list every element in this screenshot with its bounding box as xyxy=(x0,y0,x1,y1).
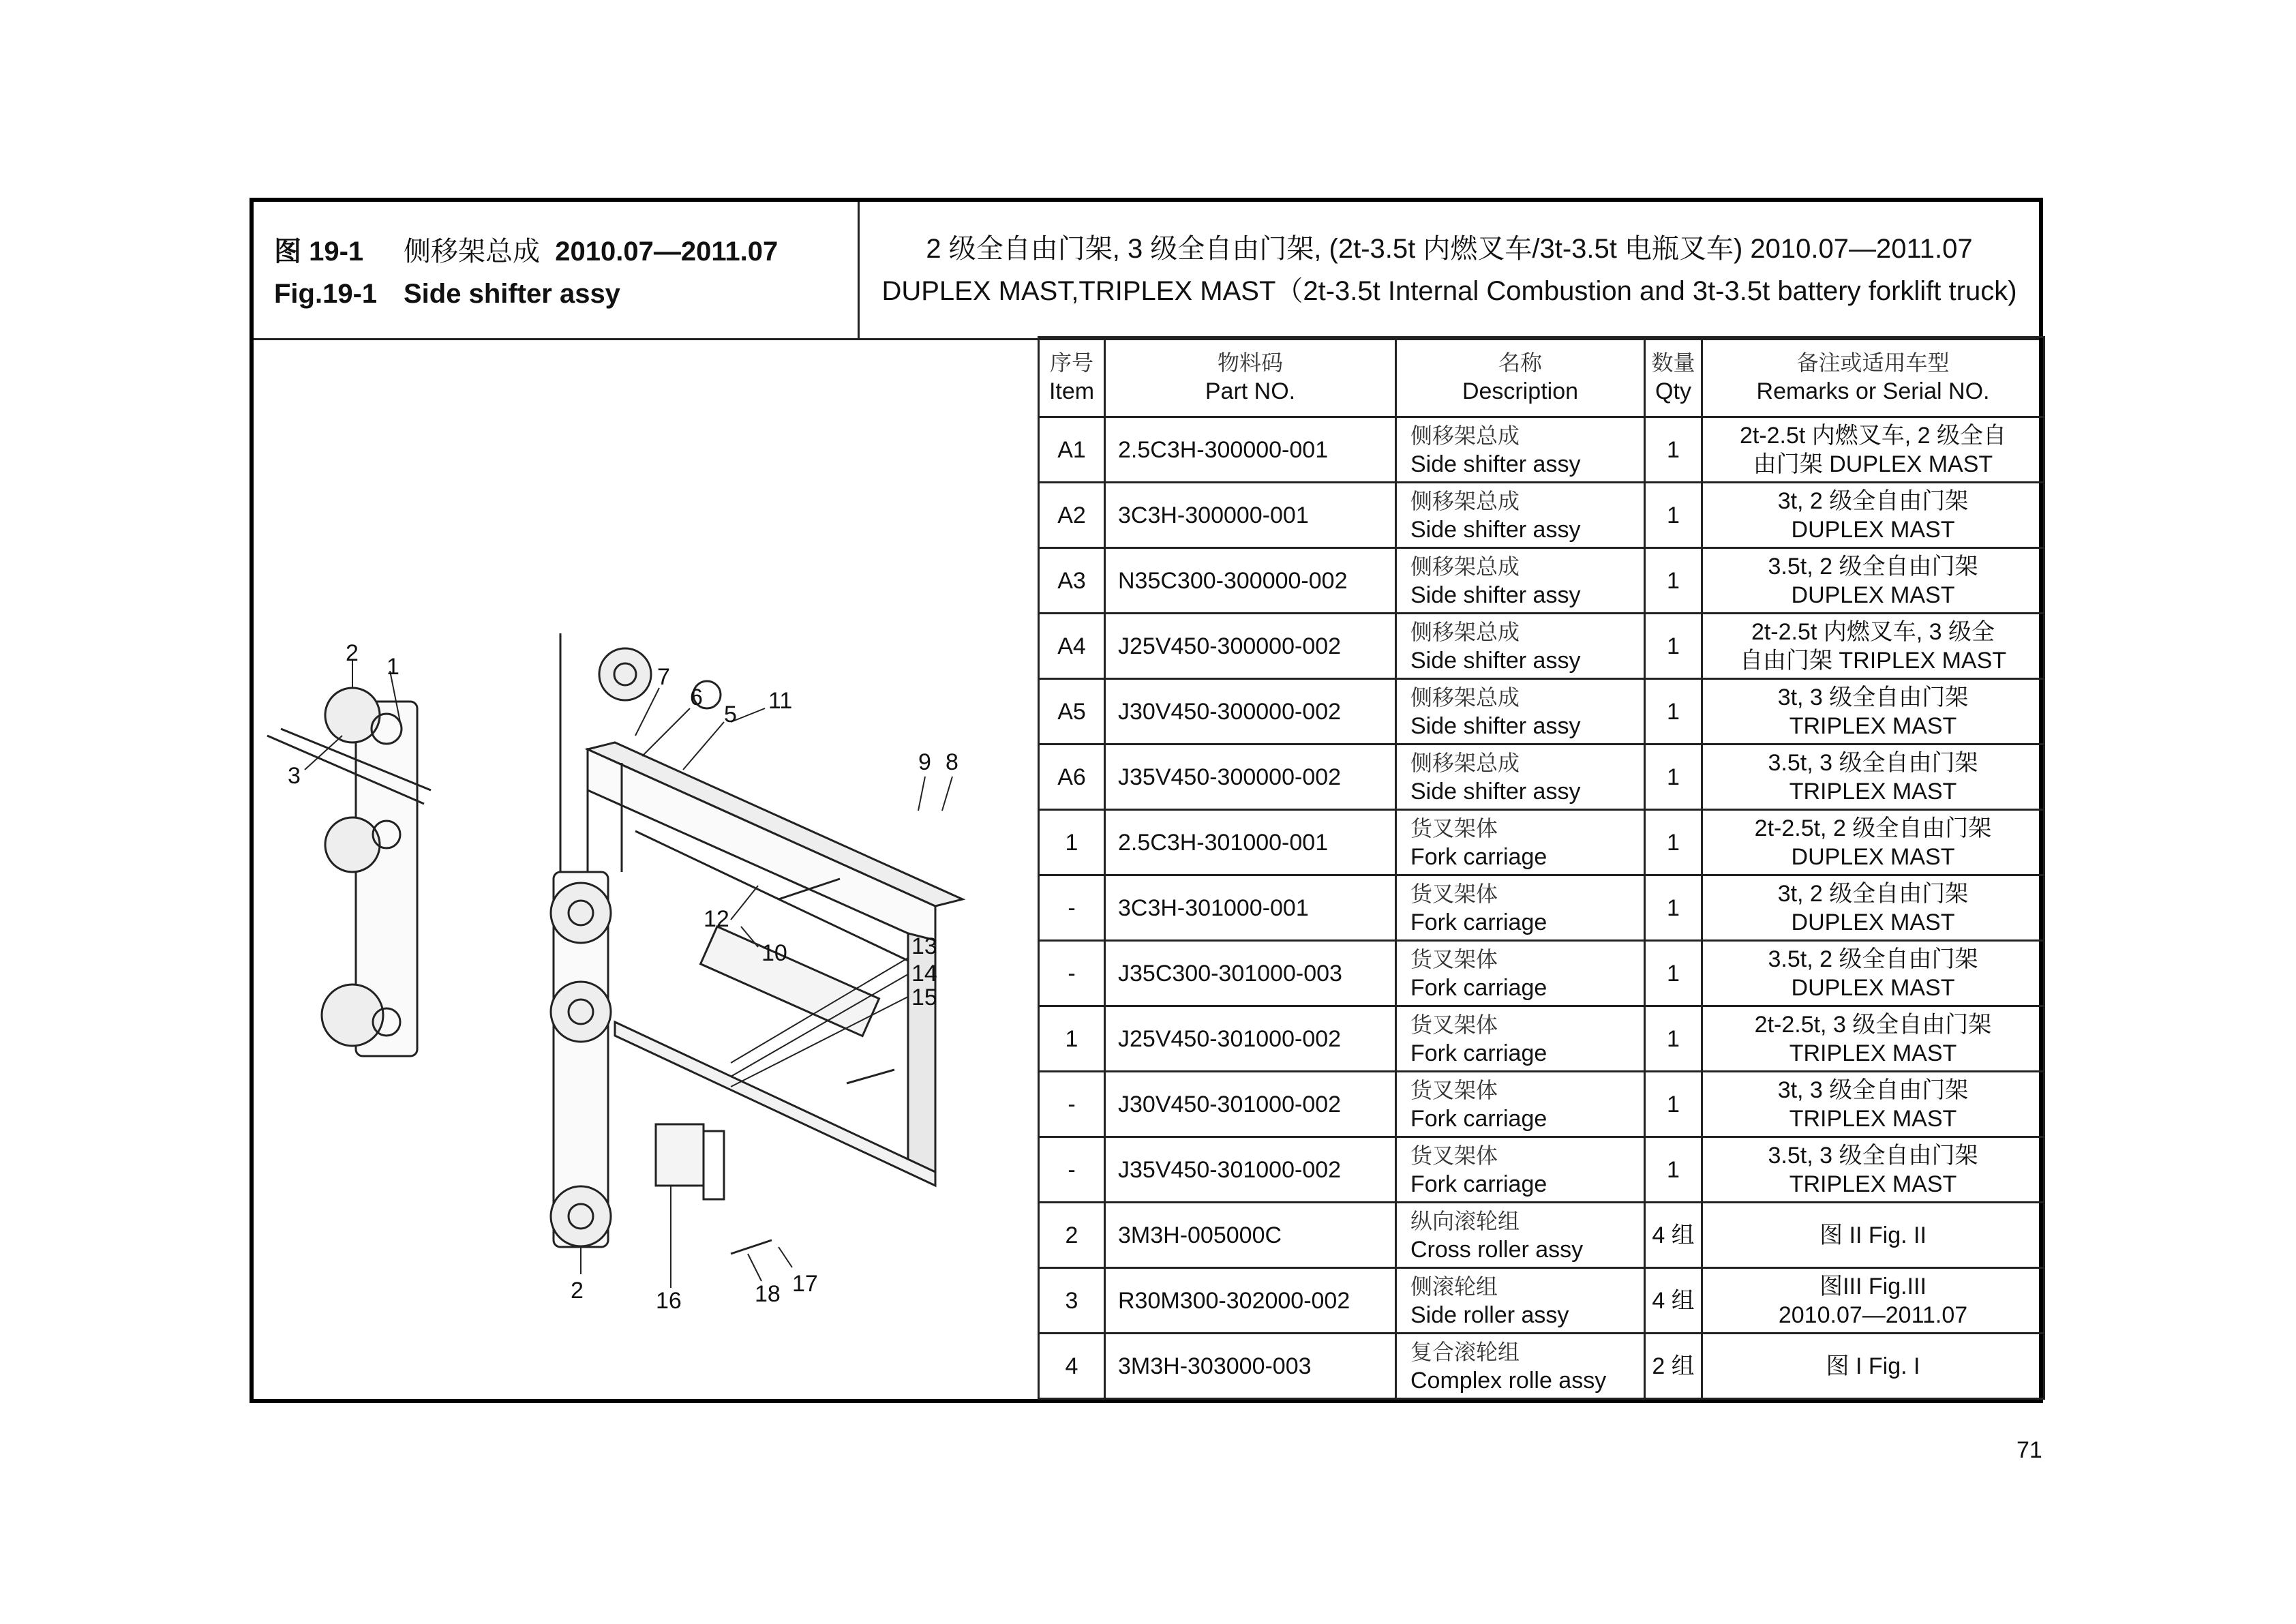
table-row xyxy=(1039,1268,2044,1334)
header-cn: 备注或适用车型 xyxy=(1796,350,1950,376)
header-en: Description xyxy=(1462,378,1579,404)
remarks-line-1: 3.5t, 2 级全自由门架 xyxy=(1768,553,1978,580)
description-en: Side shifter assy xyxy=(1410,582,1581,608)
quantity: 4 组 xyxy=(1652,1222,1695,1248)
cell-qty xyxy=(1645,1334,1702,1399)
cell-qty xyxy=(1645,1072,1702,1137)
cell-part-no xyxy=(1105,483,1396,548)
table-row xyxy=(1039,614,2044,679)
description-en: Fork carriage xyxy=(1410,843,1547,870)
col-header-item xyxy=(1039,337,1105,417)
remarks-line-2: DUPLEX MAST xyxy=(1791,909,1955,935)
part-number: J30V450-301000-002 xyxy=(1118,1091,1342,1117)
cell-description xyxy=(1396,548,1645,614)
cell-item xyxy=(1039,875,1105,941)
cell-item xyxy=(1039,941,1105,1006)
remarks-line-2: DUPLEX MAST xyxy=(1791,516,1955,543)
cell-item xyxy=(1039,483,1105,548)
cell-remarks xyxy=(1702,745,2044,810)
description-cn: 纵向滚轮组 xyxy=(1410,1207,1520,1234)
col-header-part-no xyxy=(1105,337,1396,417)
cell-part-no xyxy=(1105,810,1396,875)
cell-item xyxy=(1039,1203,1105,1268)
description-cn: 侧移架总成 xyxy=(1410,553,1520,580)
cell-item xyxy=(1039,679,1105,745)
quantity: 1 xyxy=(1667,633,1680,659)
table-row xyxy=(1039,810,2044,875)
description-cn: 货叉架体 xyxy=(1410,1077,1498,1103)
callout-5: 5 xyxy=(724,702,737,727)
description-en: Cross roller assy xyxy=(1410,1236,1584,1263)
part-number: 3M3H-005000C xyxy=(1118,1222,1282,1248)
remarks-line-1: 图 II Fig. II xyxy=(1819,1222,1927,1248)
remarks-line-2: TRIPLEX MAST xyxy=(1789,1105,1957,1132)
table-row xyxy=(1039,875,2044,941)
cell-item xyxy=(1039,810,1105,875)
cell-description xyxy=(1396,1006,1645,1072)
callout-15: 15 xyxy=(911,984,937,1010)
remarks-line-1: 2t-2.5t 内燃叉车, 2 级全自 xyxy=(1739,422,2007,449)
item-number: 4 xyxy=(1065,1353,1078,1379)
part-number: J35C300-301000-003 xyxy=(1118,960,1342,987)
figure-number-en: Fig.19-1 xyxy=(274,279,378,309)
callout-18: 18 xyxy=(755,1281,781,1307)
cell-remarks xyxy=(1702,1006,2044,1072)
cell-remarks xyxy=(1702,548,2044,614)
remarks-line-2: TRIPLEX MAST xyxy=(1789,1171,1957,1197)
applicability-header xyxy=(860,202,2039,340)
side-shifter-drawing xyxy=(254,340,1038,1404)
cell-remarks xyxy=(1702,1334,2044,1399)
cell-item xyxy=(1039,1137,1105,1203)
description-cn: 货叉架体 xyxy=(1410,1142,1498,1169)
cell-item xyxy=(1039,1006,1105,1072)
description-cn: 侧滚轮组 xyxy=(1410,1273,1498,1299)
cell-qty xyxy=(1645,548,1702,614)
table-row xyxy=(1039,548,2044,614)
quantity: 1 xyxy=(1667,960,1680,987)
item-number: A5 xyxy=(1057,698,1086,725)
cell-part-no xyxy=(1105,1072,1396,1137)
cell-description xyxy=(1396,1072,1645,1137)
callout-1: 1 xyxy=(387,654,399,680)
table-row xyxy=(1039,1334,2044,1399)
cell-remarks xyxy=(1702,483,2044,548)
remarks-line-2: DUPLEX MAST xyxy=(1791,843,1955,870)
applicability-en: DUPLEX MAST,TRIPLEX MAST（2t-3.5t Internal Combustion and 3t-3.5t battery forklift truck) xyxy=(881,276,2017,306)
cell-item xyxy=(1039,1268,1105,1334)
col-header-qty xyxy=(1645,337,1702,417)
description-cn: 复合滚轮组 xyxy=(1410,1338,1520,1365)
cell-description xyxy=(1396,941,1645,1006)
callout-14: 14 xyxy=(911,961,937,987)
table-row xyxy=(1039,1006,2044,1072)
item-number: A3 xyxy=(1057,567,1086,594)
figure-date-range: 2010.07—2011.07 xyxy=(555,237,779,267)
cell-part-no xyxy=(1105,417,1396,483)
description-cn: 侧移架总成 xyxy=(1410,618,1520,645)
part-number: R30M300-302000-002 xyxy=(1118,1287,1350,1314)
remarks-line-1: 3t, 3 级全自由门架 xyxy=(1777,684,1969,710)
cell-qty xyxy=(1645,875,1702,941)
cell-item xyxy=(1039,745,1105,810)
callout-3: 3 xyxy=(288,763,301,789)
remarks-line-2: DUPLEX MAST xyxy=(1791,582,1955,608)
cell-remarks xyxy=(1702,1137,2044,1203)
figure-title-en xyxy=(274,273,620,315)
description-en: Side shifter assy xyxy=(1410,451,1581,477)
description-en: Fork carriage xyxy=(1410,974,1547,1001)
table-row xyxy=(1039,1137,2044,1203)
figure-title-cn xyxy=(274,230,778,273)
description-en: Side shifter assy xyxy=(1410,778,1581,805)
part-number: J25V450-300000-002 xyxy=(1118,633,1342,659)
callout-2-top: 2 xyxy=(346,640,359,666)
table-row xyxy=(1039,483,2044,548)
part-number: J25V450-301000-002 xyxy=(1118,1025,1342,1052)
callout-9: 9 xyxy=(918,749,931,775)
remarks-line-1: 2t-2.5t, 3 级全自由门架 xyxy=(1754,1011,1992,1038)
cell-part-no xyxy=(1105,679,1396,745)
cell-qty xyxy=(1645,483,1702,548)
remarks-line-2: 2010.07—2011.07 xyxy=(1778,1302,1968,1328)
quantity: 2 组 xyxy=(1652,1353,1695,1379)
description-cn: 货叉架体 xyxy=(1410,880,1498,907)
description-cn: 货叉架体 xyxy=(1410,946,1498,972)
cell-item xyxy=(1039,614,1105,679)
description-cn: 侧移架总成 xyxy=(1410,684,1520,710)
cell-qty xyxy=(1645,614,1702,679)
part-number: N35C300-300000-002 xyxy=(1118,567,1348,594)
description-cn: 货叉架体 xyxy=(1410,815,1498,841)
cell-remarks xyxy=(1702,941,2044,1006)
quantity: 1 xyxy=(1667,1091,1680,1117)
part-number: 3C3H-300000-001 xyxy=(1118,502,1309,528)
cell-remarks xyxy=(1702,1203,2044,1268)
cell-item xyxy=(1039,1072,1105,1137)
cell-qty xyxy=(1645,1268,1702,1334)
item-number: - xyxy=(1068,1156,1076,1183)
cell-qty xyxy=(1645,1006,1702,1072)
col-header-description xyxy=(1396,337,1645,417)
cell-part-no xyxy=(1105,1334,1396,1399)
quantity: 1 xyxy=(1667,1025,1680,1052)
table-row xyxy=(1039,679,2044,745)
cell-description xyxy=(1396,1137,1645,1203)
item-number: 2 xyxy=(1065,1222,1078,1248)
item-number: - xyxy=(1068,894,1076,921)
quantity: 1 xyxy=(1667,698,1680,725)
callout-16: 16 xyxy=(656,1288,682,1314)
remarks-line-1: 图III Fig.III xyxy=(1819,1273,1927,1299)
remarks-line-2: TRIPLEX MAST xyxy=(1789,712,1957,739)
cell-part-no xyxy=(1105,941,1396,1006)
header-cn: 物料码 xyxy=(1217,350,1283,376)
cell-description xyxy=(1396,679,1645,745)
cell-part-no xyxy=(1105,1203,1396,1268)
remarks-line-2: DUPLEX MAST xyxy=(1791,974,1955,1001)
item-number: 1 xyxy=(1065,829,1078,856)
cell-description xyxy=(1396,1334,1645,1399)
cell-description xyxy=(1396,745,1645,810)
part-number: J35V450-300000-002 xyxy=(1118,764,1342,790)
figure-name-en: Side shifter assy xyxy=(404,279,620,309)
item-number: - xyxy=(1068,960,1076,987)
applicability-cn: 2 级全自由门架, 3 级全自由门架, (2t-3.5t 内燃叉车/3t-3.5t 电瓶叉车) 2010.07—2011.07 xyxy=(926,234,1973,264)
quantity: 1 xyxy=(1667,764,1680,790)
callout-7: 7 xyxy=(657,664,670,690)
description-en: Side shifter assy xyxy=(1410,712,1581,739)
cell-description xyxy=(1396,1268,1645,1334)
cell-item xyxy=(1039,1334,1105,1399)
remarks-line-1: 3t, 3 级全自由门架 xyxy=(1777,1077,1969,1103)
page-number: 71 xyxy=(2016,1437,2042,1463)
header-cn: 序号 xyxy=(1049,350,1093,376)
cell-qty xyxy=(1645,417,1702,483)
exploded-view-diagram xyxy=(254,340,1038,1399)
callout-13: 13 xyxy=(911,933,937,959)
cell-qty xyxy=(1645,1137,1702,1203)
cell-description xyxy=(1396,875,1645,941)
description-en: Side roller assy xyxy=(1410,1302,1569,1328)
quantity: 1 xyxy=(1667,1156,1680,1183)
header-cn: 名称 xyxy=(1498,350,1542,376)
description-cn: 侧移架总成 xyxy=(1410,749,1520,776)
remarks-line-1: 3.5t, 2 级全自由门架 xyxy=(1768,946,1978,972)
cell-remarks xyxy=(1702,417,2044,483)
remarks-line-2: TRIPLEX MAST xyxy=(1789,1040,1957,1066)
callout-2-bottom: 2 xyxy=(571,1278,584,1304)
table-header-row xyxy=(1039,337,2044,417)
remarks-line-1: 3.5t, 3 级全自由门架 xyxy=(1768,1142,1978,1169)
description-cn: 侧移架总成 xyxy=(1410,422,1520,449)
remarks-line-1: 3.5t, 3 级全自由门架 xyxy=(1768,749,1978,776)
description-en: Fork carriage xyxy=(1410,1040,1547,1066)
header-en: Remarks or Serial NO. xyxy=(1756,378,1990,404)
cell-qty xyxy=(1645,745,1702,810)
cell-item xyxy=(1039,417,1105,483)
part-number: 3M3H-303000-003 xyxy=(1118,1353,1312,1379)
cell-description xyxy=(1396,1203,1645,1268)
figure-number-cn: 图 19-1 xyxy=(274,237,364,267)
cell-part-no xyxy=(1105,1268,1396,1334)
part-number: 2.5C3H-301000-001 xyxy=(1118,829,1329,856)
remarks-line-1: 图 I Fig. I xyxy=(1826,1353,1920,1379)
callout-11: 11 xyxy=(768,688,793,714)
cell-description xyxy=(1396,614,1645,679)
cell-remarks xyxy=(1702,614,2044,679)
item-number: A2 xyxy=(1057,502,1086,528)
callout-8: 8 xyxy=(946,749,958,775)
table-row xyxy=(1039,1072,2044,1137)
quantity: 1 xyxy=(1667,502,1680,528)
cell-qty xyxy=(1645,810,1702,875)
remarks-line-1: 2t-2.5t, 2 级全自由门架 xyxy=(1754,815,1992,841)
description-en: Side shifter assy xyxy=(1410,516,1581,543)
header-en: Item xyxy=(1048,378,1095,404)
cell-qty xyxy=(1645,941,1702,1006)
part-number: 3C3H-301000-001 xyxy=(1118,894,1309,921)
figure-title-block xyxy=(254,202,860,340)
quantity: 1 xyxy=(1667,894,1680,921)
callout-17: 17 xyxy=(792,1271,818,1297)
quantity: 1 xyxy=(1667,436,1680,463)
header-en: Qty xyxy=(1655,378,1691,404)
item-number: 3 xyxy=(1065,1287,1078,1314)
quantity: 1 xyxy=(1667,567,1680,594)
cell-description xyxy=(1396,417,1645,483)
description-en: Fork carriage xyxy=(1410,1105,1547,1132)
cell-qty xyxy=(1645,679,1702,745)
cell-description xyxy=(1396,483,1645,548)
quantity: 1 xyxy=(1667,829,1680,856)
cell-remarks xyxy=(1702,1072,2044,1137)
item-number: 1 xyxy=(1065,1025,1078,1052)
header-en: Part NO. xyxy=(1205,378,1296,404)
table-row xyxy=(1039,745,2044,810)
quantity: 4 组 xyxy=(1652,1287,1695,1314)
part-number: J35V450-301000-002 xyxy=(1118,1156,1342,1183)
callout-12: 12 xyxy=(704,906,729,932)
parts-page-frame xyxy=(250,198,2043,1403)
cell-remarks xyxy=(1702,810,2044,875)
part-number: J30V450-300000-002 xyxy=(1118,698,1342,725)
cell-description xyxy=(1396,810,1645,875)
remarks-line-1: 3t, 2 级全自由门架 xyxy=(1777,880,1969,907)
description-cn: 货叉架体 xyxy=(1410,1011,1498,1038)
table-row xyxy=(1039,1203,2044,1268)
description-en: Side shifter assy xyxy=(1410,647,1581,674)
remarks-line-2: 由门架 DUPLEX MAST xyxy=(1753,451,1993,477)
remarks-line-2: TRIPLEX MAST xyxy=(1789,778,1957,805)
item-number: A6 xyxy=(1057,764,1086,790)
item-number: A1 xyxy=(1057,436,1086,463)
description-en: Fork carriage xyxy=(1410,1171,1547,1197)
remarks-line-1: 3t, 2 级全自由门架 xyxy=(1777,487,1969,514)
item-number: - xyxy=(1068,1091,1076,1117)
parts-list-table xyxy=(1038,336,2045,1400)
cell-part-no xyxy=(1105,875,1396,941)
cell-part-no xyxy=(1105,1137,1396,1203)
cell-part-no xyxy=(1105,548,1396,614)
table-row xyxy=(1039,941,2044,1006)
cell-part-no xyxy=(1105,1006,1396,1072)
col-header-remarks xyxy=(1702,337,2044,417)
table-row xyxy=(1039,417,2044,483)
description-en: Fork carriage xyxy=(1410,909,1547,935)
cell-part-no xyxy=(1105,745,1396,810)
callout-6: 6 xyxy=(690,685,703,710)
figure-name-cn: 侧移架总成 xyxy=(404,236,540,267)
cell-part-no xyxy=(1105,614,1396,679)
cell-qty xyxy=(1645,1203,1702,1268)
part-number: 2.5C3H-300000-001 xyxy=(1118,436,1329,463)
description-cn: 侧移架总成 xyxy=(1410,487,1520,514)
item-number: A4 xyxy=(1057,633,1086,659)
cell-remarks xyxy=(1702,1268,2044,1334)
description-en: Complex rolle assy xyxy=(1410,1367,1607,1394)
remarks-line-2: 自由门架 TRIPLEX MAST xyxy=(1739,647,2007,674)
cell-remarks xyxy=(1702,679,2044,745)
header-cn: 数量 xyxy=(1651,350,1695,376)
remarks-line-1: 2t-2.5t 内燃叉车, 3 级全 xyxy=(1751,618,1995,645)
callout-10: 10 xyxy=(761,940,787,966)
cell-remarks xyxy=(1702,875,2044,941)
cell-item xyxy=(1039,548,1105,614)
